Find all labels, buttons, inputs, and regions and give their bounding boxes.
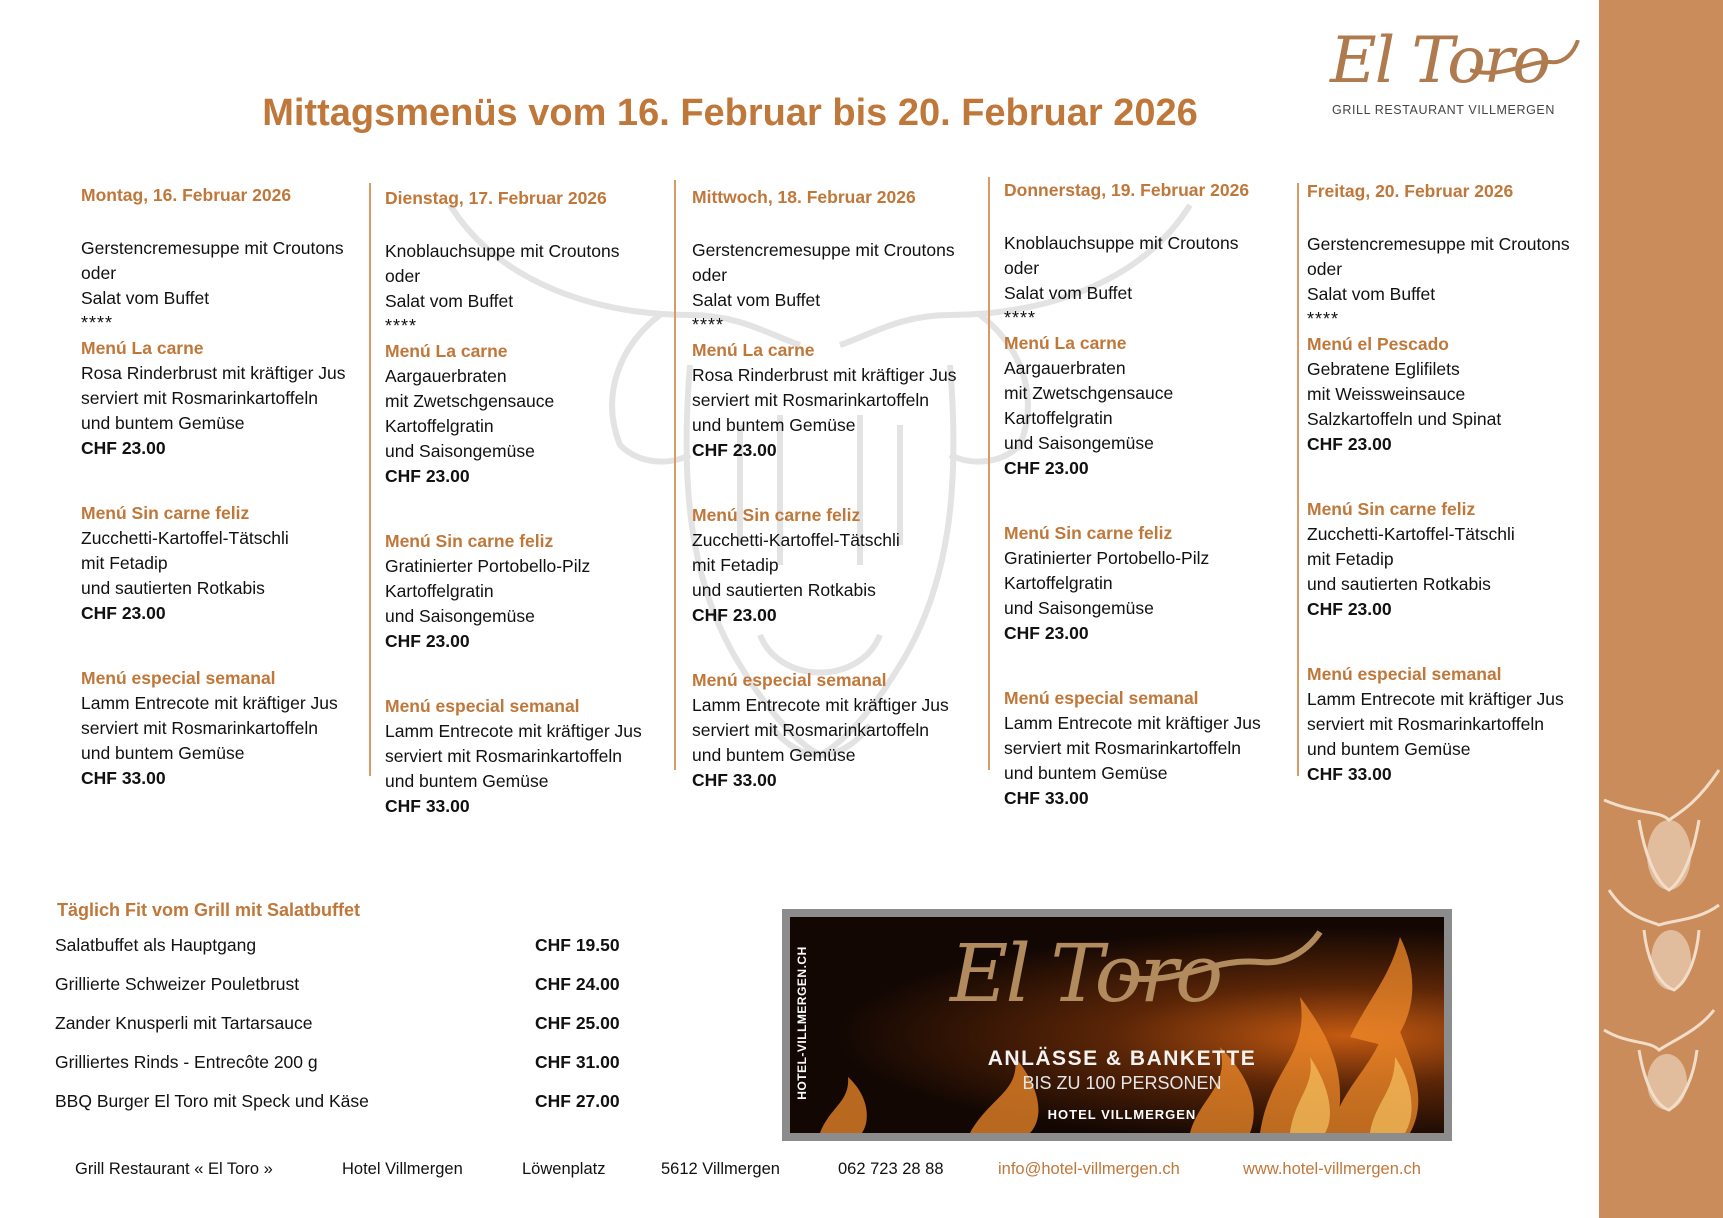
menu-line: serviert mit Rosmarinkartoffeln (385, 746, 622, 766)
day-heading: Dienstag, 17. Februar 2026 (385, 188, 607, 208)
logo-script: El Toro (1330, 24, 1549, 98)
footer-restaurant: Grill Restaurant « El Toro » (75, 1160, 273, 1178)
menu-name: Menú La carne (1004, 333, 1127, 353)
starter-line: oder (1004, 258, 1040, 278)
daily-grill-item: Grillierte Schweizer Pouletbrust (55, 974, 300, 994)
menu-price: CHF 23.00 (1307, 434, 1392, 454)
menu-line: serviert mit Rosmarinkartoffeln (1004, 738, 1241, 758)
menu-line: und buntem Gemüse (81, 413, 245, 433)
separator-stars: **** (1004, 308, 1037, 328)
menu-line: Rosa Rinderbrust mit kräftiger Jus (81, 363, 346, 383)
menu-name: Menú el Pescado (1307, 334, 1449, 354)
menu-price: CHF 23.00 (692, 605, 777, 625)
menu-line: und buntem Gemüse (692, 415, 856, 435)
menu-price: CHF 23.00 (81, 603, 166, 623)
daily-grill-price: CHF 24.00 (535, 974, 620, 994)
menu-name: Menú Sin carne feliz (81, 503, 250, 523)
menu-price: CHF 23.00 (385, 466, 470, 486)
menu-price: CHF 33.00 (81, 768, 166, 788)
starter-line: Salat vom Buffet (81, 288, 210, 308)
daily-grill-price: CHF 19.50 (535, 935, 620, 955)
menu-line: mit Zwetschgensauce (1004, 383, 1174, 403)
menu-name: Menú especial semanal (692, 670, 887, 690)
menu-line: serviert mit Rosmarinkartoffeln (1307, 714, 1544, 734)
starter-line: oder (81, 263, 117, 283)
menu-line: Lamm Entrecote mit kräftiger Jus (692, 695, 949, 715)
menu-name: Menú Sin carne feliz (692, 505, 861, 525)
menu-price: CHF 33.00 (1307, 764, 1392, 784)
menu-name: Menú Sin carne feliz (1307, 499, 1476, 519)
menu-name: Menú La carne (692, 340, 815, 360)
menu-price: CHF 23.00 (692, 440, 777, 460)
menu-price: CHF 33.00 (1004, 788, 1089, 808)
menu-line: Kartoffelgratin (385, 581, 494, 601)
menu-name: Menú especial semanal (81, 668, 276, 688)
menu-line: und buntem Gemüse (692, 745, 856, 765)
daily-grill-item: Grilliertes Rinds - Entrecôte 200 g (55, 1052, 318, 1072)
banner-image (790, 917, 1444, 1133)
banner-line2: BIS ZU 100 PERSONEN (1022, 1073, 1222, 1093)
menu-line: Zucchetti-Kartoffel-Tätschli (81, 528, 289, 548)
starter-line: Knoblauchsuppe mit Croutons (1004, 233, 1239, 253)
banner-hotel: HOTEL VILLMERGEN (1047, 1107, 1197, 1122)
menu-line: Rosa Rinderbrust mit kräftiger Jus (692, 365, 957, 385)
footer-street: Löwenplatz (522, 1160, 606, 1178)
menu-line: und buntem Gemüse (385, 771, 549, 791)
menu-name: Menú especial semanal (385, 696, 580, 716)
daily-grill-row (55, 1043, 635, 1082)
starter-line: Salat vom Buffet (1307, 284, 1436, 304)
footer-email-link[interactable]: info@hotel-villmergen.ch (998, 1160, 1180, 1178)
menu-line: mit Zwetschgensauce (385, 391, 555, 411)
banner-vertical-url: HOTEL-VILLMERGEN.CH (795, 946, 809, 1100)
day-column (385, 186, 675, 819)
menu-line: und sautierten Rotkabis (692, 580, 876, 600)
starter-line: Gerstencremesuppe mit Croutons (81, 238, 344, 258)
menu-line: Zucchetti-Kartoffel-Tätschli (692, 530, 900, 550)
daily-grill-section (55, 900, 635, 1121)
day-column (81, 183, 371, 791)
menu-line: und Saisongemüse (385, 606, 535, 626)
menu-line: Salzkartoffeln und Spinat (1307, 409, 1502, 429)
separator-stars: **** (385, 316, 418, 336)
menu-name: Menú especial semanal (1307, 664, 1502, 684)
bull-head-icon (1599, 760, 1723, 900)
daily-grill-item: Salatbuffet als Hauptgang (55, 935, 257, 955)
menu-line: mit Fetadip (81, 553, 168, 573)
menu-line: Aargauerbraten (385, 366, 507, 386)
page-title: Mittagsmenüs vom 16. Februar bis 20. Februar 2026 (262, 92, 1198, 134)
menu-name: Menú Sin carne feliz (385, 531, 554, 551)
menu-line: mit Weissweinsauce (1307, 384, 1466, 404)
separator-stars: **** (692, 315, 725, 335)
menu-price: CHF 23.00 (81, 438, 166, 458)
menu-price: CHF 23.00 (385, 631, 470, 651)
column-divider (1297, 183, 1299, 776)
menu-line: Gratinierter Portobello-Pilz (1004, 548, 1210, 568)
menu-line: und Saisongemüse (1004, 598, 1154, 618)
menu-name: Menú especial semanal (1004, 688, 1199, 708)
day-column (1307, 179, 1597, 787)
daily-grill-item: Zander Knusperli mit Tartarsauce (55, 1013, 313, 1033)
logo-subtitle: GRILL RESTAURANT VILLMERGEN (1332, 103, 1555, 117)
menu-price: CHF 33.00 (385, 796, 470, 816)
starter-line: oder (692, 265, 728, 285)
daily-grill-row (55, 1004, 635, 1043)
separator-stars: **** (81, 313, 114, 333)
day-heading: Mittwoch, 18. Februar 2026 (692, 187, 916, 207)
starter-line: Gerstencremesuppe mit Croutons (692, 240, 955, 260)
menu-line: Kartoffelgratin (385, 416, 494, 436)
menu-price: CHF 23.00 (1004, 623, 1089, 643)
starter-line: Salat vom Buffet (385, 291, 514, 311)
menu-line: Kartoffelgratin (1004, 573, 1113, 593)
separator-stars: **** (1307, 309, 1340, 329)
menu-line: Kartoffelgratin (1004, 408, 1113, 428)
menu-line: Gebratene Eglifilets (1307, 359, 1460, 379)
menu-name: Menú Sin carne feliz (1004, 523, 1173, 543)
menu-line: serviert mit Rosmarinkartoffeln (692, 390, 929, 410)
menu-line: Aargauerbraten (1004, 358, 1126, 378)
menu-name: Menú La carne (385, 341, 508, 361)
footer-hotel: Hotel Villmergen (342, 1160, 463, 1178)
bull-head-icon (1599, 1000, 1723, 1120)
day-heading: Donnerstag, 19. Februar 2026 (1004, 180, 1250, 200)
starter-line: Salat vom Buffet (1004, 283, 1133, 303)
menu-line: serviert mit Rosmarinkartoffeln (81, 388, 318, 408)
daily-grill-row (55, 1082, 635, 1121)
menu-price: CHF 23.00 (1307, 599, 1392, 619)
menu-line: serviert mit Rosmarinkartoffeln (81, 718, 318, 738)
daily-grill-row (55, 926, 635, 965)
bull-head-icon (1599, 880, 1723, 1000)
starter-line: Salat vom Buffet (692, 290, 821, 310)
daily-grill-item: BBQ Burger El Toro mit Speck und Käse (55, 1091, 369, 1111)
event-banner[interactable] (782, 909, 1452, 1141)
daily-grill-row (55, 965, 635, 1004)
menu-line: serviert mit Rosmarinkartoffeln (692, 720, 929, 740)
menu-line: Lamm Entrecote mit kräftiger Jus (1307, 689, 1564, 709)
day-column (692, 185, 982, 793)
menu-line: Gratinierter Portobello-Pilz (385, 556, 591, 576)
menu-line: und sautierten Rotkabis (1307, 574, 1491, 594)
day-heading: Montag, 16. Februar 2026 (81, 185, 292, 205)
menu-line: und sautierten Rotkabis (81, 578, 265, 598)
footer-city: 5612 Villmergen (661, 1160, 780, 1178)
menu-line: und buntem Gemüse (1004, 763, 1168, 783)
footer-phone[interactable]: 062 723 28 88 (838, 1160, 944, 1178)
banner-line1: ANLÄSSE & BANKETTE (987, 1047, 1257, 1070)
banner-script: El Toro (950, 927, 1221, 1020)
menu-name: Menú La carne (81, 338, 204, 358)
daily-grill-price: CHF 31.00 (535, 1052, 620, 1072)
day-column (1004, 178, 1294, 811)
menu-line: Lamm Entrecote mit kräftiger Jus (81, 693, 338, 713)
starter-line: oder (1307, 259, 1343, 279)
menu-line: und Saisongemüse (1004, 433, 1154, 453)
menu-line: Lamm Entrecote mit kräftiger Jus (1004, 713, 1261, 733)
menu-line: Zucchetti-Kartoffel-Tätschli (1307, 524, 1515, 544)
menu-line: mit Fetadip (692, 555, 779, 575)
daily-grill-title: Täglich Fit vom Grill mit Salatbuffet (57, 900, 361, 920)
menu-price: CHF 23.00 (1004, 458, 1089, 478)
starter-line: Knoblauchsuppe mit Croutons (385, 241, 620, 261)
column-divider (988, 177, 990, 770)
starter-line: Gerstencremesuppe mit Croutons (1307, 234, 1570, 254)
menu-line: und Saisongemüse (385, 441, 535, 461)
menu-line: und buntem Gemüse (81, 743, 245, 763)
daily-grill-price: CHF 27.00 (535, 1091, 620, 1111)
daily-grill-price: CHF 25.00 (535, 1013, 620, 1033)
day-heading: Freitag, 20. Februar 2026 (1307, 181, 1514, 201)
menu-price: CHF 33.00 (692, 770, 777, 790)
menu-line: Lamm Entrecote mit kräftiger Jus (385, 721, 642, 741)
starter-line: oder (385, 266, 421, 286)
footer-web-link[interactable]: www.hotel-villmergen.ch (1243, 1160, 1421, 1178)
menu-line: und buntem Gemüse (1307, 739, 1471, 759)
menu-line: mit Fetadip (1307, 549, 1394, 569)
